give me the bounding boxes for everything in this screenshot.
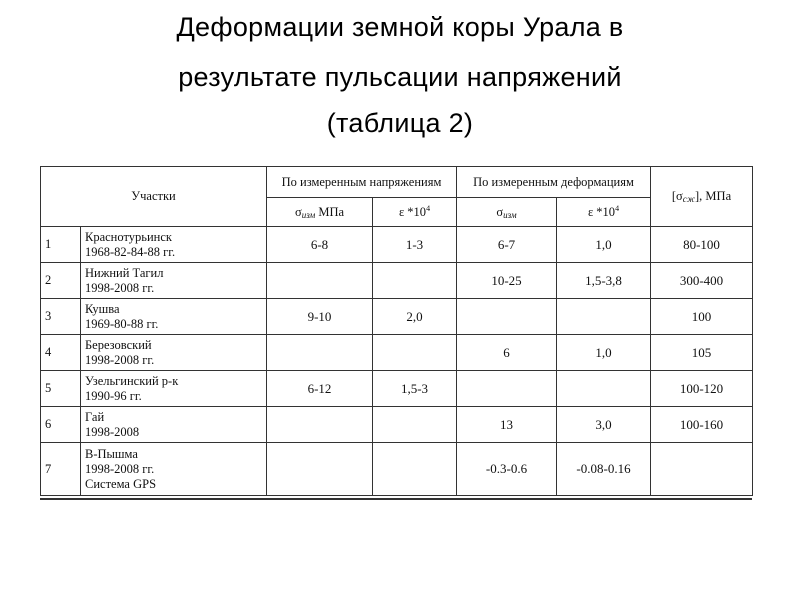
header-by-deformation: По измеренным деформациям xyxy=(457,167,651,198)
epsilon-deformation-value: 1,0 xyxy=(557,227,651,263)
sigma-stress-value xyxy=(267,335,373,371)
row-number: 6 xyxy=(41,407,81,443)
sigma-deformation-value xyxy=(457,299,557,335)
site-period: 1968-82-84-88 гг. xyxy=(85,244,176,259)
header-row-1 xyxy=(41,167,753,198)
epsilon-stress-value: 1,5-3 xyxy=(373,371,457,407)
epsilon-deformation-value: -0.08-0.16 xyxy=(557,443,651,496)
table-row xyxy=(41,335,753,371)
epsilon-stress-value xyxy=(373,407,457,443)
site-name: Нижний Тагил xyxy=(85,265,164,280)
sigma-stress-value xyxy=(267,443,373,496)
site-name: Березовский xyxy=(85,337,152,352)
site-cell xyxy=(81,443,267,496)
table-row xyxy=(41,443,753,496)
sigma-deformation-value: 6-7 xyxy=(457,227,557,263)
sigma-stress-value: 6-12 xyxy=(267,371,373,407)
table-row xyxy=(41,263,753,299)
header-sigma-compression: $[\sigma_{сж}]$, МПа xyxy=(651,167,753,227)
site-cell xyxy=(81,299,267,335)
row-number: 1 xyxy=(41,227,81,263)
epsilon-deformation-value xyxy=(557,299,651,335)
site-cell xyxy=(81,407,267,443)
sigma-compression-value: 105 xyxy=(651,335,753,371)
site-name: Краснотурьинск xyxy=(85,229,172,244)
sigma-compression-value: 80-100 xyxy=(651,227,753,263)
row-number: 7 xyxy=(41,443,81,496)
sigma-deformation-value: -0.3-0.6 xyxy=(457,443,557,496)
sigma-stress-value: 9-10 xyxy=(267,299,373,335)
row-number: 4 xyxy=(41,335,81,371)
epsilon-deformation-value: 1,5-3,8 xyxy=(557,263,651,299)
table-row xyxy=(41,227,753,263)
site-cell xyxy=(81,263,267,299)
table-row xyxy=(41,299,753,335)
epsilon-deformation-value: 3,0 xyxy=(557,407,651,443)
deformation-table xyxy=(40,166,753,496)
header-epsilon-deformation: ε $*10^4$ xyxy=(557,198,651,227)
table-row xyxy=(41,407,753,443)
sigma-compression-value xyxy=(651,443,753,496)
header-by-stress: По измеренным напряжениям xyxy=(267,167,457,198)
row-number: 2 xyxy=(41,263,81,299)
sigma-deformation-value: 6 xyxy=(457,335,557,371)
site-extra: Система GPS xyxy=(85,476,157,491)
site-period: 1998-2008 гг. xyxy=(85,461,155,476)
sigma-deformation-value xyxy=(457,371,557,407)
header-sigma-deformation: $\sigma_{изм}$ xyxy=(457,198,557,227)
slide-title-line-3: (таблица 2) xyxy=(326,108,474,138)
site-period: 1998-2008 xyxy=(85,424,140,439)
epsilon-deformation-value: 1,0 xyxy=(557,335,651,371)
site-name: Гай xyxy=(85,409,105,424)
site-period: 1990-96 гг. xyxy=(85,388,142,403)
sigma-stress-value xyxy=(267,263,373,299)
site-name: В-Пышма xyxy=(85,446,138,461)
sigma-deformation-value: 10-25 xyxy=(457,263,557,299)
row-number: 3 xyxy=(41,299,81,335)
sigma-stress-value xyxy=(267,407,373,443)
epsilon-stress-value xyxy=(373,263,457,299)
sigma-compression-value: 100 xyxy=(651,299,753,335)
sigma-compression-value: 100-120 xyxy=(651,371,753,407)
header-epsilon-stress: ε $*10^4$ xyxy=(373,198,457,227)
site-period: 1969-80-88 гг. xyxy=(85,316,159,331)
sigma-compression-value: 100-160 xyxy=(651,407,753,443)
table-bottom-rule xyxy=(40,498,752,500)
epsilon-stress-value: 2,0 xyxy=(373,299,457,335)
slide-title-line-2: результате пульсации напряжений xyxy=(178,62,622,92)
table-row xyxy=(41,371,753,407)
site-cell xyxy=(81,227,267,263)
site-cell xyxy=(81,371,267,407)
header-sigma-stress: $\sigma_{изм}$ МПа xyxy=(267,198,373,227)
sigma-stress-value: 6-8 xyxy=(267,227,373,263)
epsilon-stress-value xyxy=(373,443,457,496)
site-period: 1998-2008 гг. xyxy=(85,352,155,367)
epsilon-stress-value xyxy=(373,335,457,371)
site-name: Узельгинский р-к xyxy=(85,373,179,388)
site-cell xyxy=(81,335,267,371)
header-sites: Участки xyxy=(41,167,267,227)
row-number: 5 xyxy=(41,371,81,407)
epsilon-stress-value: 1-3 xyxy=(373,227,457,263)
site-name: Кушва xyxy=(85,301,120,316)
site-period: 1998-2008 гг. xyxy=(85,280,155,295)
slide-title-line-1: Деформации земной коры Урала в xyxy=(176,12,624,42)
epsilon-deformation-value xyxy=(557,371,651,407)
sigma-deformation-value: 13 xyxy=(457,407,557,443)
sigma-compression-value: 300-400 xyxy=(651,263,753,299)
